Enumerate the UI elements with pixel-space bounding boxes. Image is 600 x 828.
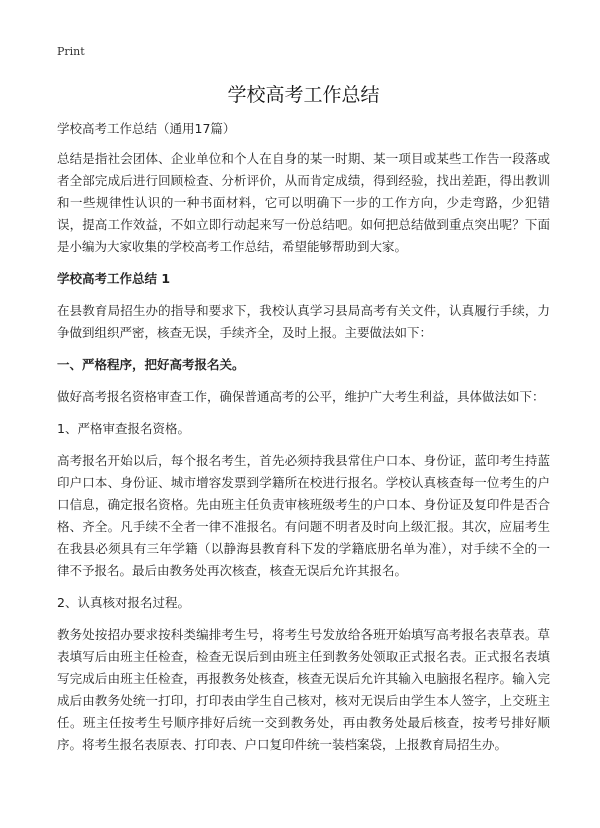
document-page: [57, 44, 550, 766]
heading-strict-procedure: 一、严格程序，把好高考报名关。: [57, 357, 245, 372]
intro-paragraph: 总结是指社会团体、企业单位和个人在自身的某一时期、某一项目或某些工作告一段落或者全部完成后进行回顾检查、分析评价，从而肯定成绩，得到经验，找出差距，得出教训和一些规律性认识的一种书面材料，它可以明确下一步的工作方向，少走弯路，少犯错误，提高工作效益，不如立即行动起来写一份总结吧。如何把总结做到重点突出呢？下面是小编为大家收集的学校高考工作总结，希望能够帮助到大家。: [57, 151, 550, 254]
item-2-paragraph: 教务处按招办要求按科类编排考生号，将考生号发放给各班开始填写高考报名表草表。草表填写后由班主任检查，检查无误后到由班主任到教务处领取正式报名表。正式报名表填写完成后由班主任检查，再报教务处核查，核查无误后允许其输入电脑报名程序。输入完成后由教务处统一打印，打印表由学生自己核对，核对无误后由学生本人签字，上交班主任。班主任按考生号顺序排好后统一交到教务处，再由教务处最后核查，按考号排好顺序。将考生报名表原表、打印表、户口复印件统一装档案袋，上报教育局招生办。: [57, 627, 550, 752]
heading-1-paragraph: 做好高考报名资格审查工作，确保普通高考的公平，维护广大考生利益，具体做法如下：: [57, 389, 545, 404]
item-1-title: 1、严格审查报名资格。: [57, 421, 190, 436]
item-2-title: 2、认真核对报名过程。: [57, 595, 190, 610]
section-1-title: 学校高考工作总结 1: [57, 271, 171, 286]
section-1-intro: 在县教育局招生办的指导和要求下，我校认真学习县局高考有关文件，认真履行手续，力争做到组织严密，核查无误，手续齐全，及时上报。主要做法如下：: [57, 303, 550, 340]
item-1-paragraph: 高考报名开始以后，每个报名考生，首先必须持我县常住户口本、身份证，蓝印考生持蓝印户口本、身份证、城市增容发票到学籍所在校进行报名。学校认真核查每一位考生的户口信息，确定报名资格。先由班主任负责审核班级考生的户口本、身份证及复印件是否合格、齐全。凡手续不全者一律不准报名。有问题不明者及时向上级汇报。其次，应届考生在我县必须具有三年学籍（以静海县教育科下发的学籍底册名单为准），对手续不全的一律不予报名。最后由教务处再次核查，核查无误后允许其报名。: [57, 453, 550, 578]
document-subtitle: 学校高考工作总结（通用17篇）: [57, 121, 236, 136]
page-title: 学校高考工作总结: [227, 84, 380, 106]
print-link[interactable]: Print: [57, 45, 85, 58]
